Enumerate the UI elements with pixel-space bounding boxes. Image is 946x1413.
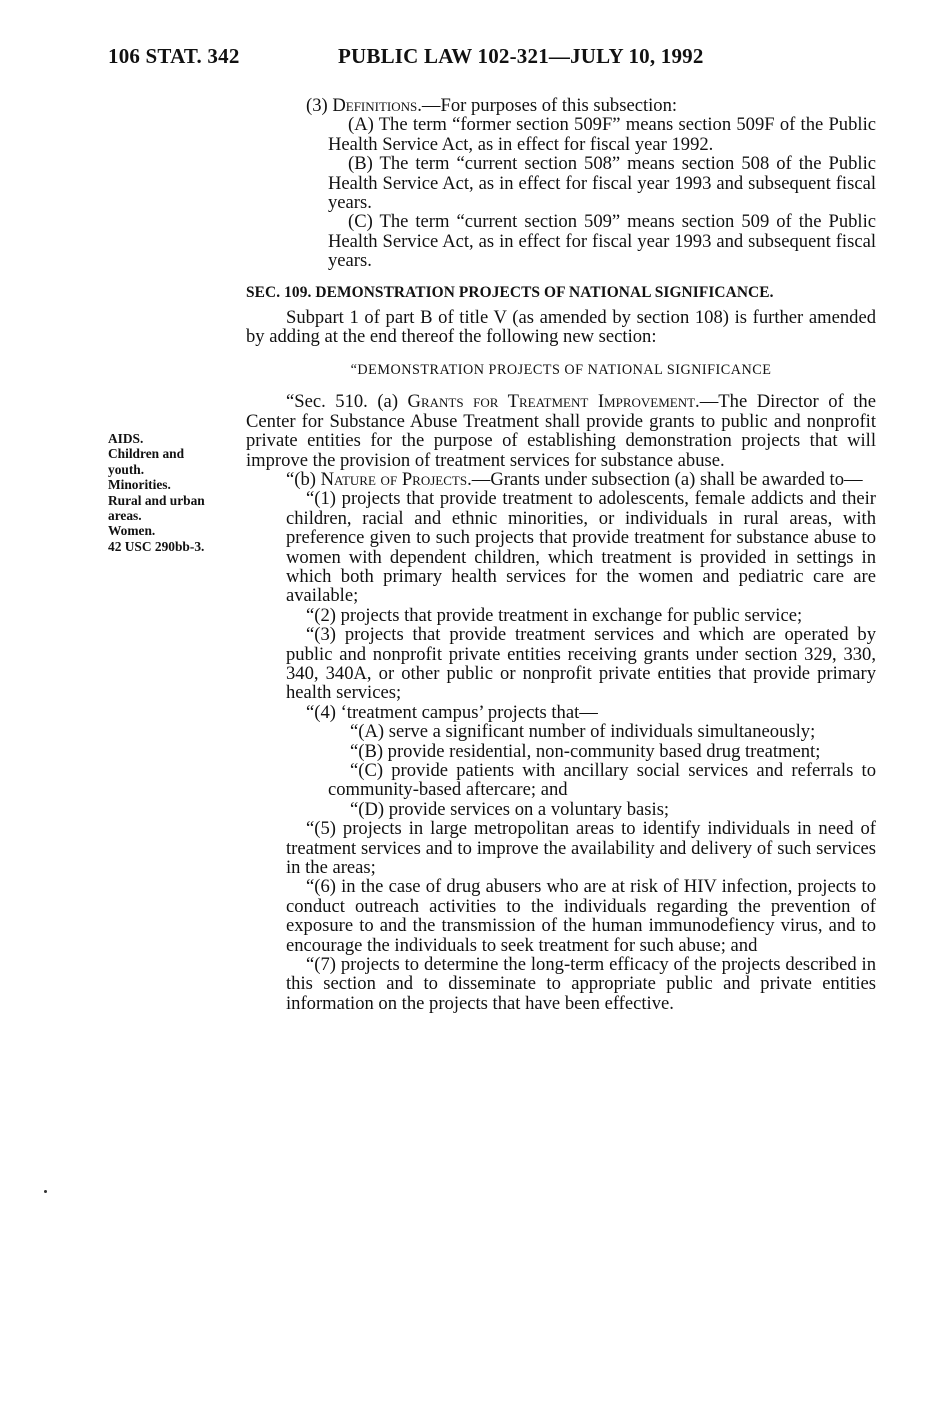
- margin-note: areas.: [108, 508, 142, 524]
- margin-note: Minorities.: [108, 477, 171, 493]
- margin-note: Children and: [108, 446, 185, 462]
- item-7: “(7) projects to determine the long-term efficacy of the projects described in this section and to disseminate to appropriate public and private entities information on the projects that have been effective.: [286, 954, 876, 1014]
- definition-b: (B) The term “current section 508” means section 508 of the Public Health Service Act, as in effect for fiscal year 1993 and subsequent fiscal years.: [328, 153, 876, 214]
- definition-c: (C) The term “current section 509” means section 509 of the Public Health Service Act, as in effect for fiscal year 1993 and subsequent fiscal years.: [328, 211, 876, 272]
- definitions-paragraph: [246, 96, 876, 115]
- running-head-title: PUBLIC LAW 102-321—JULY 10, 1992: [338, 44, 704, 68]
- item-5: “(5) projects in large metropolitan areas to identify individuals in need of treatment services and to improve the availability and delivery of such services in the areas;: [286, 818, 876, 879]
- page-reference: 106 STAT. 342: [108, 44, 240, 68]
- definition-a: (A) The term “former section 509F” means section 509F of the Public Health Service Act, as in effect for fiscal year 1992.: [328, 114, 876, 155]
- subsection-b-text: —Grants under subsection (a) shall be awarded to—: [471, 468, 863, 490]
- subsection-b: [246, 470, 876, 489]
- margin-note: Women.: [108, 523, 156, 539]
- item-4: “(4) ‘treatment campus’ projects that—: [306, 701, 598, 723]
- section-heading: SEC. 109. DEMONSTRATION PROJECTS OF NATIONAL SIGNIFICANCE.: [246, 283, 774, 301]
- new-section-heading: “DEMONSTRATION PROJECTS OF NATIONAL SIGNIFICANCE: [350, 361, 772, 378]
- statute-body: [246, 96, 876, 1013]
- margin-note: AIDS.: [108, 431, 144, 446]
- subsection-a-prefix: “Sec. 510. (a): [286, 391, 408, 413]
- section-intro: Subpart 1 of part B of title V (as amended by section 108) is further amended by adding at the end thereof the following new section:: [246, 307, 876, 348]
- margin-note: 42 USC 290bb-3.: [108, 538, 205, 554]
- margin-notes: [108, 431, 243, 554]
- item-4c: “(C) provide patients with ancillary social services and referrals to community-based aftercare; and: [328, 760, 876, 801]
- subsection-b-title: Nature of Projects.: [320, 468, 472, 490]
- subsection-a-text: —The Director of the Center for Substance Abuse Treatment shall provide grants to public and nonprofit private entities for the purpose of establishing demonstration projects that will improve the provision of treatment services for substance abuse.: [246, 391, 876, 471]
- subsection-a: [246, 392, 876, 470]
- definitions-intro: —For purposes of this subsection:: [421, 95, 678, 116]
- margin-note: Rural and urban: [108, 492, 205, 508]
- item-1: “(1) projects that provide treatment to adolescents, female addicts and their children, racial and ethnic minorities, or individuals in rural areas, with preference given to such projects that provide treatment for substance abuse to women with dependent children, which treatment is provided in settings in which both primary health services for the women and pediatric care are available;: [286, 488, 876, 607]
- item-3: “(3) projects that provide treatment services and which are operated by public and nonprofit private entities receiving grants under section 329, 330, 340, 340A, or other public or nonprofit private entities that provide primary health services;: [286, 624, 876, 704]
- item-4d: “(D) provide services on a voluntary basis;: [350, 798, 670, 820]
- definitions-label: (3) Definitions.: [306, 95, 422, 116]
- margin-note: youth.: [108, 461, 145, 477]
- item-4b: “(B) provide residential, non-community based drug treatment;: [350, 740, 821, 762]
- subsection-b-prefix: “(b): [286, 468, 321, 490]
- item-6: “(6) in the case of drug abusers who are at risk of HIV infection, projects to conduct outreach activities to the individuals regarding the prevention of exposure to and the transmission of the human immunodefiency virus, and to encourage the individuals to seek treatment for such abuse; and: [286, 876, 876, 956]
- item-2: “(2) projects that provide treatment in exchange for public service;: [306, 604, 803, 626]
- subsection-a-title: Grants for Treatment Improvement.: [407, 391, 700, 413]
- item-4a: “(A) serve a significant number of individuals simultaneously;: [350, 721, 816, 743]
- scan-speck: [44, 1190, 47, 1193]
